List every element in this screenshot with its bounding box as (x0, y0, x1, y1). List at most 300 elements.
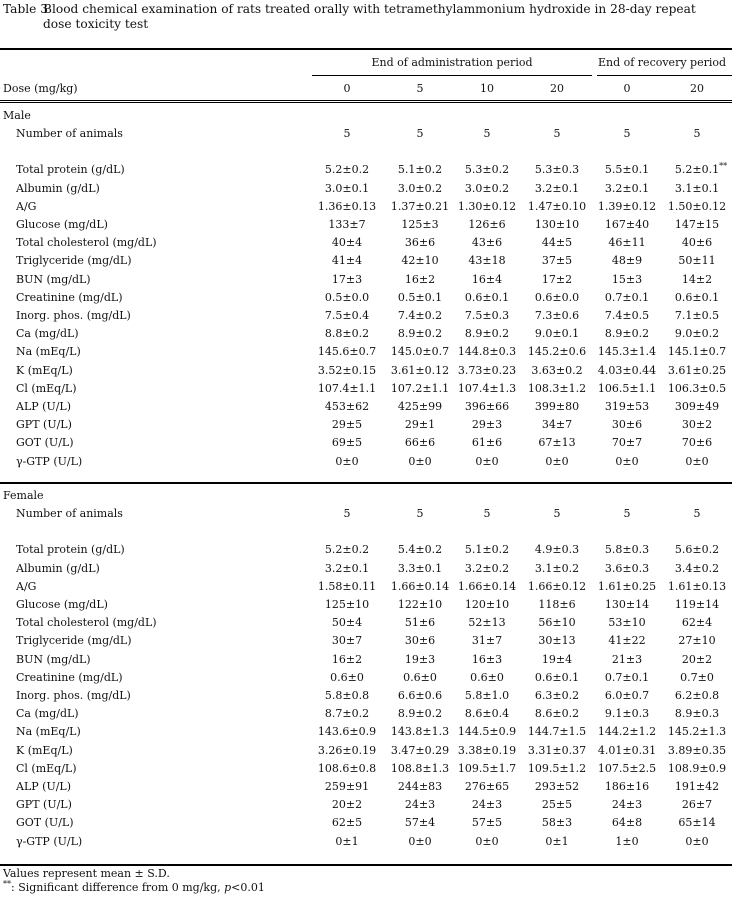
table-cell (484, 127, 491, 141)
cell-value: 5.2±0.2 (324, 163, 370, 176)
table-cell (417, 507, 424, 521)
table-cell (332, 273, 362, 287)
section-divider-rule (0, 482, 732, 484)
table-cell (405, 418, 435, 432)
table-row (0, 634, 732, 652)
cell-value: 7.1±0.5 (674, 309, 720, 322)
cell-value: 319±53 (604, 400, 650, 413)
table-cell (458, 382, 516, 396)
table-cell (472, 236, 502, 250)
header-group-administration: End of administration period (371, 56, 533, 69)
cell-value: 244±83 (397, 780, 443, 793)
table-cell (542, 418, 572, 432)
table-cell (668, 364, 726, 378)
table-cell (472, 798, 502, 812)
table-cell (605, 163, 649, 177)
cell-value: 6.2±0.8 (674, 689, 720, 702)
table-row (0, 436, 732, 454)
table-row (0, 725, 732, 743)
table-cell (605, 671, 649, 685)
table-cell (675, 562, 719, 576)
cell-value: 167±40 (604, 218, 650, 231)
cell-value: 5 (416, 127, 424, 140)
cell-value: 3.2±0.1 (324, 562, 370, 575)
cell-value: 5.5±0.1 (604, 163, 650, 176)
cell-value: 67±13 (538, 436, 576, 449)
cell-value: 3.1±0.1 (674, 182, 720, 195)
cell-value: 50±11 (678, 254, 716, 267)
table-cell (675, 689, 719, 703)
table-cell (391, 382, 449, 396)
table-cell (465, 780, 509, 794)
table-cell (605, 218, 649, 232)
cell-value: 5 (416, 507, 424, 520)
cell-value: 15±3 (611, 273, 643, 286)
table-row (0, 182, 732, 200)
cell-value: 1.66±0.14 (390, 580, 450, 593)
table-cell (325, 163, 369, 177)
table-row (0, 345, 732, 363)
cell-value: 52±13 (468, 616, 506, 629)
table-cell (528, 744, 586, 758)
table-row (0, 762, 732, 780)
cell-value: 20±2 (681, 653, 713, 666)
table-cell (325, 543, 369, 557)
table-cell (598, 762, 656, 776)
cell-value: 143.6±0.9 (317, 725, 377, 738)
row-label: BUN (mg/dL) (16, 653, 91, 666)
cell-value: 3.2±0.1 (534, 182, 580, 195)
footnote-values: Values represent mean ± S.D. (3, 867, 170, 880)
cell-value: 25±5 (541, 798, 573, 811)
cell-value: 0±0 (475, 835, 499, 848)
cell-value: 0.6±0.1 (534, 671, 580, 684)
cell-value: 145.0±0.7 (390, 345, 450, 358)
cell-value: 5.8±0.3 (604, 543, 650, 556)
table-cell (335, 835, 358, 849)
cell-value: 145.3±1.4 (597, 345, 657, 358)
table-cell (598, 744, 656, 758)
table-cell (391, 580, 449, 594)
table-cell (598, 382, 656, 396)
table-cell (612, 273, 642, 287)
cell-value: 126±6 (468, 218, 506, 231)
table-cell (325, 291, 369, 305)
table-cell (605, 309, 649, 323)
cell-value: 0±0 (335, 455, 359, 468)
table-cell (408, 835, 431, 849)
table-cell (535, 182, 579, 196)
table-cell (318, 744, 376, 758)
table-cell (542, 798, 572, 812)
cell-value: 6.3±0.2 (534, 689, 580, 702)
table-cell (528, 200, 586, 214)
cell-value: 1.47±0.10 (527, 200, 587, 213)
table-row (0, 218, 732, 236)
table-cell (528, 725, 586, 739)
table-cell (605, 400, 649, 414)
table-cell (325, 562, 369, 576)
table-cell (465, 707, 509, 721)
cell-value: 107.4±1.3 (457, 382, 517, 395)
table-cell (615, 455, 638, 469)
table-row (0, 364, 732, 382)
cell-value: 3.3±0.1 (397, 562, 443, 575)
cell-value: 57±5 (471, 816, 503, 829)
table-cell (472, 436, 502, 450)
cell-value: 186±16 (604, 780, 650, 793)
table-row (0, 780, 732, 798)
table-cell (405, 436, 435, 450)
table-cell (465, 163, 509, 177)
table-cell (332, 798, 362, 812)
row-label: K (mEq/L) (16, 364, 73, 377)
cell-value: 3.89±0.35 (667, 744, 727, 757)
table-cell (535, 780, 579, 794)
cell-value: 57±4 (404, 816, 436, 829)
row-label: Number of animals (16, 507, 123, 520)
table-cell (678, 254, 715, 268)
cell-value: 5.1±0.2 (397, 163, 443, 176)
table-cell (675, 182, 719, 196)
table-cell (542, 816, 572, 830)
male-section-title: Male (3, 109, 31, 122)
cell-value: 1.66±0.12 (527, 580, 587, 593)
header-group-recovery: End of recovery period (597, 56, 727, 69)
cell-value: 1.61±0.25 (597, 580, 657, 593)
table-cell (612, 254, 642, 268)
cell-value: 0±0 (685, 835, 709, 848)
cell-value: 7.3±0.6 (534, 309, 580, 322)
cell-value: 130±14 (604, 598, 650, 611)
table-cell (598, 200, 656, 214)
table-cell (538, 598, 575, 612)
cell-value: 309±49 (674, 400, 720, 413)
table-cell (458, 364, 516, 378)
table-cell (675, 327, 719, 341)
cell-value: 3.73±0.23 (457, 364, 517, 377)
cell-value: 0.6±0.1 (674, 291, 720, 304)
cell-value: 118±6 (538, 598, 576, 611)
cell-value: 34±7 (541, 418, 573, 431)
row-label: Albumin (g/dL) (16, 562, 100, 575)
table-cell (535, 309, 579, 323)
cell-value: 125±3 (401, 218, 439, 231)
table-row (0, 580, 732, 598)
cell-value: 62±5 (331, 816, 363, 829)
cell-value: 107.5±2.5 (597, 762, 657, 775)
cell-value: 24±3 (611, 798, 643, 811)
cell-value: 3.38±0.19 (457, 744, 517, 757)
dose-column-header: 10 (480, 82, 494, 95)
table-row (0, 127, 732, 145)
row-label: Ca (mg/dL) (16, 327, 79, 340)
cell-value: 70±7 (611, 436, 643, 449)
cell-value: 44±5 (541, 236, 573, 249)
table-cell (472, 816, 502, 830)
cell-value: 108.6±0.8 (317, 762, 377, 775)
table-cell (398, 707, 442, 721)
table-cell (391, 364, 449, 378)
table-cell (332, 616, 362, 630)
cell-value: 3.2±0.1 (604, 182, 650, 195)
cell-value: 5 (693, 507, 701, 520)
cell-value: 31±7 (471, 634, 503, 647)
table-cell (398, 598, 442, 612)
table-row (0, 507, 732, 525)
table-cell (405, 798, 435, 812)
table-row (0, 309, 732, 327)
cell-value: 16±4 (471, 273, 503, 286)
table-row (0, 543, 732, 561)
cell-value: 3.61±0.12 (390, 364, 450, 377)
cell-value: 0±0 (615, 455, 639, 468)
cell-value: 21±3 (611, 653, 643, 666)
table-cell (605, 543, 649, 557)
table-cell (325, 400, 369, 414)
cell-value: 3.47±0.29 (390, 744, 450, 757)
table-cell (475, 455, 498, 469)
row-label: GPT (U/L) (16, 418, 72, 431)
table-cell (325, 327, 369, 341)
table-cell (608, 616, 645, 630)
table-cell (542, 236, 572, 250)
table-cell (398, 309, 442, 323)
cell-value: 1.50±0.12 (667, 200, 727, 213)
cell-value: 133±7 (328, 218, 366, 231)
cell-value: 147±15 (674, 218, 720, 231)
cell-value: 0.7±0.1 (604, 671, 650, 684)
table-cell (405, 634, 435, 648)
row-label: Glucose (mg/dL) (16, 598, 108, 611)
cell-value: 3.1±0.2 (534, 562, 580, 575)
table-cell (612, 816, 642, 830)
cell-value: 0.6±0.1 (464, 291, 510, 304)
dose-column-header: 0 (623, 82, 631, 95)
table-cell (608, 236, 645, 250)
table-cell (398, 163, 442, 177)
table-cell (475, 835, 498, 849)
table-row (0, 798, 732, 816)
table-cell (668, 382, 726, 396)
cell-value: 5.2±0.1 (674, 163, 720, 176)
cell-value: 3.0±0.2 (397, 182, 443, 195)
table-row (0, 707, 732, 725)
cell-value: 0.6±0 (470, 671, 504, 684)
cell-value: 0.6±0 (330, 671, 364, 684)
table-cell (335, 455, 358, 469)
row-label: A/G (16, 580, 37, 593)
table-cell (535, 543, 579, 557)
table-cell (472, 653, 502, 667)
table-cell (401, 218, 438, 232)
table-row (0, 671, 732, 689)
table-row (0, 254, 732, 272)
table-cell (678, 816, 715, 830)
cell-value: 259±91 (324, 780, 370, 793)
table-cell (391, 725, 449, 739)
significance-mark: ** (719, 161, 728, 171)
table-cell (465, 689, 509, 703)
table-cell (391, 345, 449, 359)
table-row (0, 236, 732, 254)
table-cell (318, 345, 376, 359)
cell-value: 5 (553, 507, 561, 520)
table-cell (535, 327, 579, 341)
table-cell (598, 725, 656, 739)
cell-value: 130±10 (534, 218, 580, 231)
cell-value: 65±14 (678, 816, 716, 829)
cell-value: 144.2±1.2 (597, 725, 657, 738)
table-cell (318, 725, 376, 739)
cell-value: 48±9 (611, 254, 643, 267)
cell-value: 56±10 (538, 616, 576, 629)
table-cell (465, 598, 509, 612)
table-cell (325, 309, 369, 323)
cell-value: 16±3 (471, 653, 503, 666)
cell-value: 1.39±0.12 (597, 200, 657, 213)
table-cell (612, 653, 642, 667)
table-cell (465, 309, 509, 323)
cell-value: 51±6 (404, 616, 436, 629)
table-row (0, 418, 732, 436)
table-cell (554, 507, 561, 521)
cell-value: 5 (343, 507, 351, 520)
table-cell (675, 218, 719, 232)
cell-value: 8.8±0.2 (324, 327, 370, 340)
cell-value: 5 (623, 127, 631, 140)
cell-value: 144.5±0.9 (457, 725, 517, 738)
table-cell (535, 163, 579, 177)
cell-value: 24±3 (404, 798, 436, 811)
cell-value: 8.6±0.2 (534, 707, 580, 720)
table-number: Table 3 (3, 2, 48, 16)
dose-column-header: 5 (416, 82, 424, 95)
cell-value: 108.9±0.9 (667, 762, 727, 775)
table-cell (538, 616, 575, 630)
table-cell (332, 236, 362, 250)
table-cell (535, 218, 579, 232)
row-label: Glucose (mg/dL) (16, 218, 108, 231)
cell-value: 6.0±0.7 (604, 689, 650, 702)
table-cell (605, 780, 649, 794)
cell-value: 3.6±0.3 (604, 562, 650, 575)
cell-value: 5 (553, 127, 561, 140)
cell-value: 399±80 (534, 400, 580, 413)
cell-value: 0±0 (475, 455, 499, 468)
row-label: Triglyceride (mg/dL) (16, 254, 132, 267)
cell-value: 64±8 (611, 816, 643, 829)
cell-value: 5.3±0.3 (534, 163, 580, 176)
table-cell (535, 671, 579, 685)
cell-value: 5.2±0.2 (324, 543, 370, 556)
table-cell (468, 218, 505, 232)
table-cell (398, 400, 442, 414)
cell-value: 27±10 (678, 634, 716, 647)
row-label: BUN (mg/dL) (16, 273, 91, 286)
cell-value: 1.36±0.13 (317, 200, 377, 213)
table-cell (682, 436, 712, 450)
cell-value: 26±7 (681, 798, 713, 811)
administration-span-rule (312, 75, 592, 76)
table-cell (318, 382, 376, 396)
cell-value: 5.8±1.0 (464, 689, 510, 702)
cell-value: 1.58±0.11 (317, 580, 377, 593)
table-cell (554, 127, 561, 141)
cell-value: 5 (343, 127, 351, 140)
table-cell (398, 562, 442, 576)
cell-value: 7.4±0.2 (397, 309, 443, 322)
row-label: Total protein (g/dL) (16, 163, 125, 176)
table-cell (468, 254, 505, 268)
cell-value: 70±6 (681, 436, 713, 449)
table-cell (668, 744, 726, 758)
cell-value: 7.5±0.4 (324, 309, 370, 322)
row-label: K (mEq/L) (16, 744, 73, 757)
table-cell (405, 236, 435, 250)
table-cell (682, 798, 712, 812)
dose-column-header: 20 (550, 82, 564, 95)
table-row (0, 200, 732, 218)
cell-value: 1.61±0.13 (667, 580, 727, 593)
row-label: GPT (U/L) (16, 798, 72, 811)
table-cell (531, 364, 582, 378)
cell-value: 30±7 (331, 634, 363, 647)
table-cell (332, 254, 362, 268)
cell-value: 425±99 (397, 400, 443, 413)
table-cell (398, 291, 442, 305)
cell-value: 0±0 (408, 835, 432, 848)
cell-value: 453±62 (324, 400, 370, 413)
cell-value: 0.6±0.0 (534, 291, 580, 304)
cell-value: 145.1±0.7 (667, 345, 727, 358)
row-label: Creatinine (mg/dL) (16, 671, 123, 684)
cell-value: 0.6±0 (403, 671, 437, 684)
cell-value: 8.6±0.4 (464, 707, 510, 720)
cell-value: 396±66 (464, 400, 510, 413)
cell-value: 0±0 (408, 455, 432, 468)
dose-label: Dose (mg/kg) (3, 82, 78, 95)
cell-value: 276±65 (464, 780, 510, 793)
table-cell (682, 236, 712, 250)
cell-value: 42±10 (401, 254, 439, 267)
cell-value: 5.8±0.8 (324, 689, 370, 702)
table-cell (401, 254, 438, 268)
row-label: γ-GTP (U/L) (16, 835, 83, 848)
cell-value: 0±0 (545, 455, 569, 468)
cell-value: 29±3 (471, 418, 503, 431)
table-row (0, 163, 732, 181)
row-label: Creatinine (mg/dL) (16, 291, 123, 304)
row-label: ALP (U/L) (16, 400, 72, 413)
cell-value: 43±6 (471, 236, 503, 249)
table-cell (332, 418, 362, 432)
cell-value: 125±10 (324, 598, 370, 611)
table-cell (528, 382, 586, 396)
cell-value: 40±6 (681, 236, 713, 249)
table-cell (605, 327, 649, 341)
row-label: Cl (mEq/L) (16, 762, 77, 775)
female-section-title: Female (3, 489, 44, 502)
table-cell (458, 200, 516, 214)
table-row (0, 562, 732, 580)
cell-value: 3.4±0.2 (674, 562, 720, 575)
table-cell (465, 327, 509, 341)
table-cell (528, 762, 586, 776)
table-cell (598, 580, 656, 594)
cell-value: 20±2 (331, 798, 363, 811)
cell-value: 41±4 (331, 254, 363, 267)
